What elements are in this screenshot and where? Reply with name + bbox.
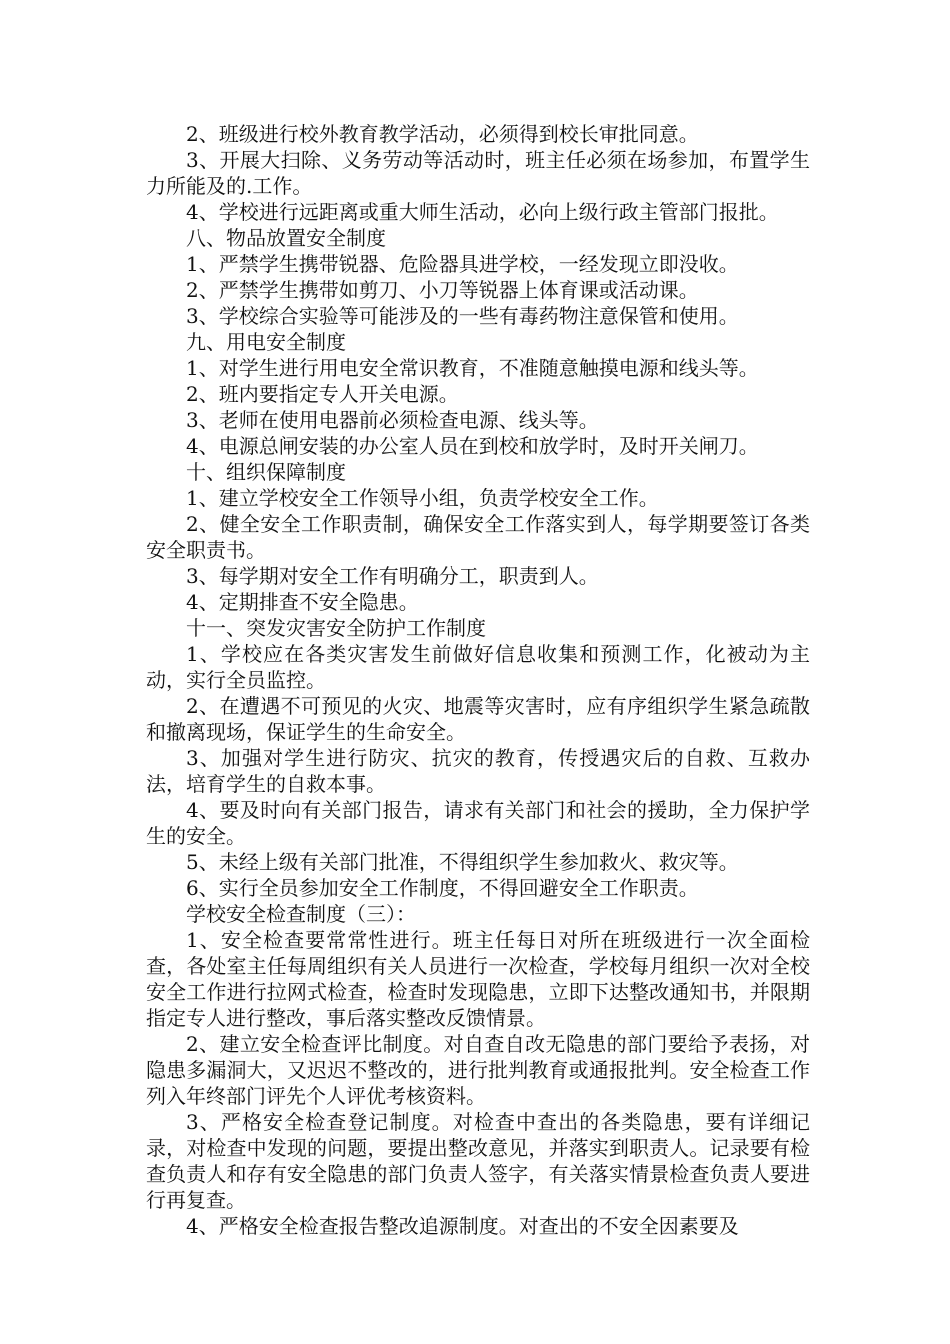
paragraph: 1、对学生进行用电安全常识教育，不准随意触摸电源和线头等。 [186, 356, 759, 380]
paragraph: 4、电源总闸安装的办公室人员在到校和放学时，及时开关闸刀。 [186, 434, 759, 458]
paragraph: 4、要及时向有关部门报告，请求有关部门和社会的援助，全力保护学生的安全。 [146, 798, 810, 848]
paragraph: 九、用电安全制度 [186, 330, 346, 354]
paragraph: 3、老师在使用电器前必须检查电源、线头等。 [186, 408, 599, 432]
paragraph: 4、定期排查不安全隐患。 [186, 590, 419, 614]
paragraph: 6、实行全员参加安全工作制度，不得回避安全工作职责。 [186, 876, 699, 900]
document-body [146, 121, 810, 1239]
paragraph: 1、建立学校安全工作领导小组，负责学校安全工作。 [186, 486, 659, 510]
paragraph: 3、每学期对安全工作有明确分工，职责到人。 [186, 564, 599, 588]
paragraph: 2、班内要指定专人开关电源。 [186, 382, 459, 406]
paragraph: 3、开展大扫除、义务劳动等活动时，班主任必须在场参加，布置学生力所能及的.工作。 [146, 148, 810, 198]
paragraph: 5、未经上级有关部门批准，不得组织学生参加救火、救灾等。 [186, 850, 739, 874]
paragraph: 4、严格安全检查报告整改追源制度。对查出的不安全因素要及 [186, 1214, 739, 1238]
paragraph: 2、班级进行校外教育教学活动，必须得到校长审批同意。 [186, 122, 699, 146]
paragraph: 八、物品放置安全制度 [186, 226, 386, 250]
paragraph: 2、健全安全工作职责制，确保安全工作落实到人，每学期要签订各类安全职责书。 [146, 512, 810, 562]
paragraph: 1、严禁学生携带锐器、危险器具进学校，一经发现立即没收。 [186, 252, 739, 276]
paragraph: 3、加强对学生进行防灾、抗灾的教育，传授遇灾后的自救、互救办法，培育学生的自救本事。 [146, 746, 810, 796]
paragraph: 1、安全检查要常常性进行。班主任每日对所在班级进行一次全面检查，各处室主任每周组织有关人员进行一次检查，学校每月组织一次对全校安全工作进行拉网式检查，检查时发现隐患，立即下达整改通知书，并限期指定专人进行整改，事后落实整改反馈情景。 [146, 928, 810, 1030]
paragraph: 3、严格安全检查登记制度。对检查中查出的各类隐患，要有详细记录，对检查中发现的问题，要提出整改意见，并落实到职责人。记录要有检查负责人和存有安全隐患的部门负责人签字，有关落实情景检查负责人要进行再复查。 [146, 1110, 810, 1212]
paragraph: 3、学校综合实验等可能涉及的一些有毒药物注意保管和使用。 [186, 304, 739, 328]
paragraph: 十、组织保障制度 [186, 460, 346, 484]
paragraph: 十一、突发灾害安全防护工作制度 [186, 616, 486, 640]
paragraph: 学校安全检查制度（三）： [186, 902, 416, 926]
paragraph: 4、学校进行远距离或重大师生活动，必向上级行政主管部门报批。 [186, 200, 779, 224]
paragraph: 2、严禁学生携带如剪刀、小刀等锐器上体育课或活动课。 [186, 278, 699, 302]
paragraph: 1、学校应在各类灾害发生前做好信息收集和预测工作，化被动为主动，实行全员监控。 [146, 642, 810, 692]
paragraph: 2、建立安全检查评比制度。对自查自改无隐患的部门要给予表扬，对隐患多漏洞大，又迟迟不整改的，进行批判教育或通报批判。安全检查工作列入年终部门评先个人评优考核资料。 [146, 1032, 810, 1108]
paragraph: 2、在遭遇不可预见的火灾、地震等灾害时，应有序组织学生紧急疏散和撤离现场，保证学生的生命安全。 [146, 694, 810, 744]
